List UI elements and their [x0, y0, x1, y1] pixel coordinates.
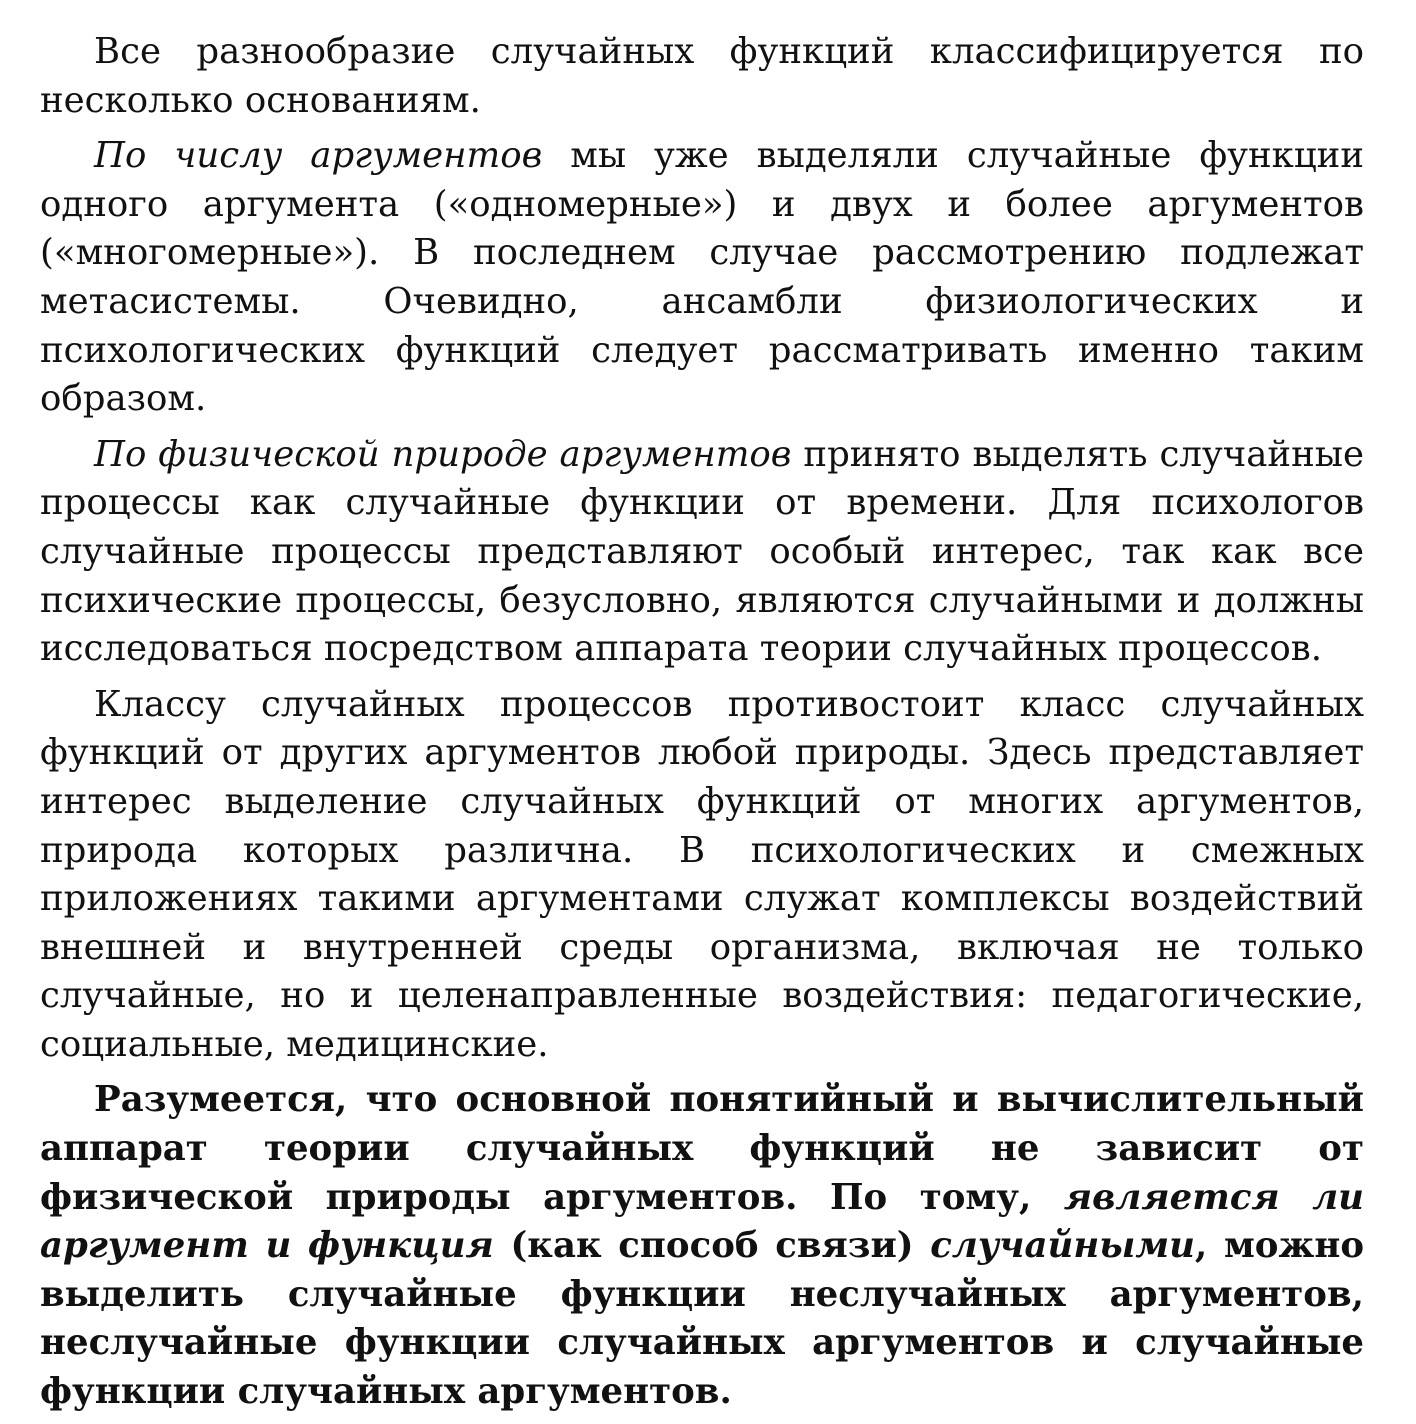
- paragraph-text: (как способ связи): [493, 1225, 931, 1267]
- italic-term: По физической природе аргументов: [94, 433, 792, 475]
- italic-term: случайными: [930, 1225, 1195, 1267]
- paragraph-text: Разумеется, что основной понятийный и вычислительный аппарат теории случайных функций не зависит от физической природы аргументов. По тому,: [40, 1079, 1364, 1218]
- paragraph-text: Классу случайных процессов противостоит класс случайных функций от других аргументов любой природы. Здесь представляет интерес выделение случайных функций от многих аргументов, природа которых различна. В психологических и смежных приложениях такими аргументами служат комплексы воздействий внешней и внутренней среды организма, включая не только случайные, но и целенаправленные воздействия: педагогические, социальные, медицинские.: [40, 683, 1364, 1065]
- italic-term: По числу аргументов: [94, 135, 543, 177]
- paragraph-by-physical-nature: [40, 431, 1364, 674]
- paragraph-conclusion: [40, 1076, 1364, 1416]
- paragraph-other-arguments: [40, 681, 1364, 1070]
- paragraph-text: Все разнообразие случайных функций классифицируется по несколько основаниям.: [40, 31, 1364, 121]
- paragraph-by-argument-count: [40, 132, 1364, 424]
- page-text: [40, 28, 1364, 1424]
- paragraph-intro: [40, 28, 1364, 125]
- italic-term: является ли аргумент и функция: [40, 1176, 1364, 1267]
- paragraph-text: принято выделять случайные процессы как случайные функции от времени. Для психологов случайные процессы представляют особый интерес, так как все психические процессы, безусловно, являются случайными и должны исследоваться посредством аппарата теории случайных процессов.: [40, 433, 1364, 670]
- paragraph-text: , можно выделить случайные функции неслучайных аргументов, неслучайные функции случайных аргументов и случайные функции случайных аргументов.: [40, 1225, 1364, 1413]
- paragraph-text: мы уже выделяли случайные функции одного аргумента («одномерные») и двух и более аргументов («многомерные»). В последнем случае рассмотрению подлежат метасистемы. Очевидно, ансамбли физиологических и психологических функций следует рассматривать именно таким образом.: [40, 135, 1365, 420]
